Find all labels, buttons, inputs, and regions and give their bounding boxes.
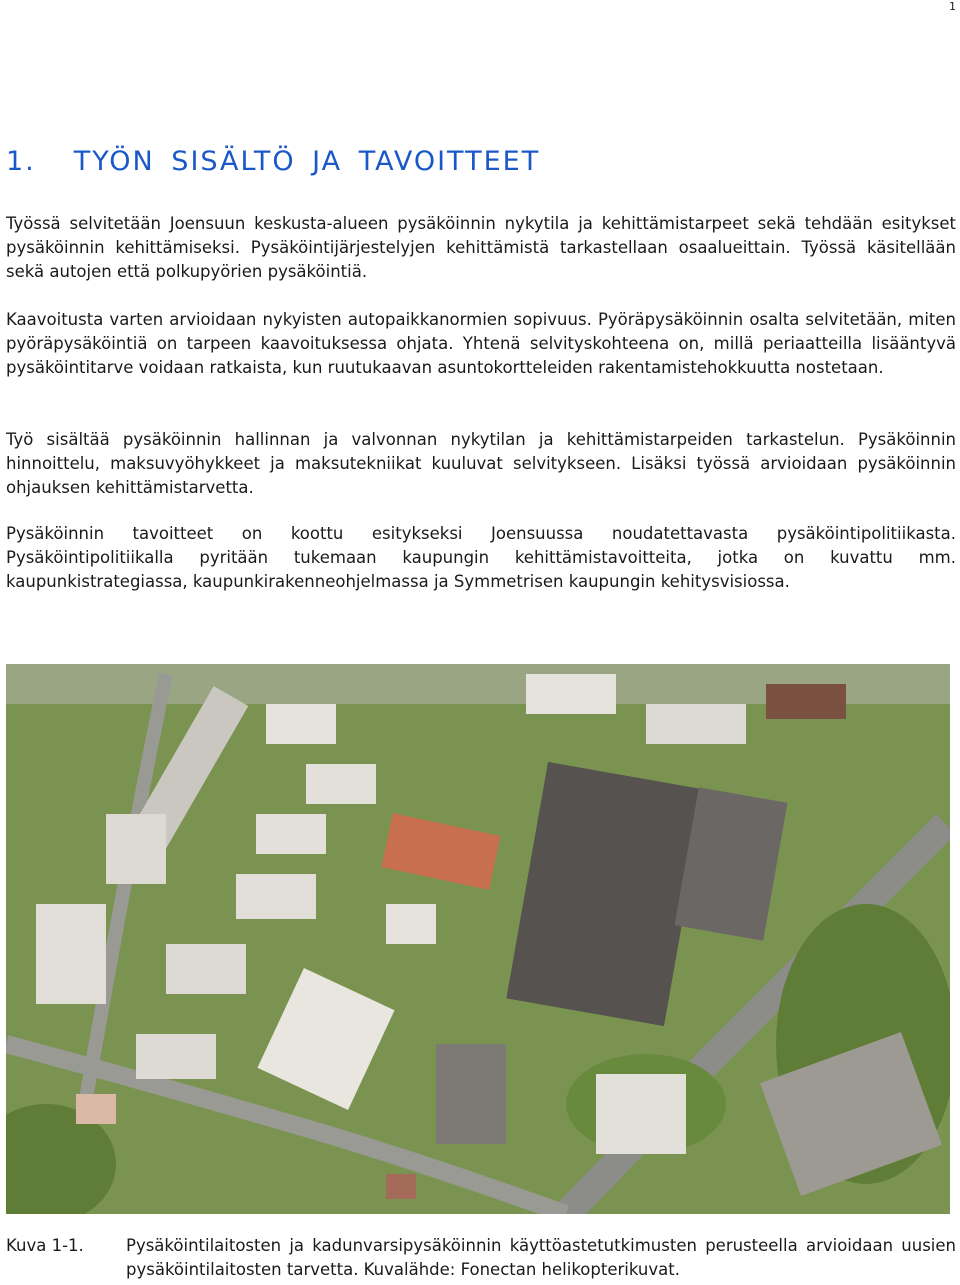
aerial-photo-illustration <box>6 664 950 1214</box>
section-number: 1. <box>6 146 36 177</box>
figure-caption-text: Pysäköintilaitosten ja kadunvarsipysäköinnin käyttöastetutkimusten perusteella arvioidaan uusien pysäköintilaitosten tarvetta. Kuvalähde: Fonectan helikopterikuvat. <box>126 1236 956 1279</box>
aerial-photo <box>6 664 950 1214</box>
section-title: TYÖN SISÄLTÖ JA TAVOITTEET <box>73 146 541 177</box>
paragraph-management: Työ sisältää pysäköinnin hallinnan ja valvonnan nykytilan ja kehittämistarpeiden tarkastelun. Pysäköinnin hinnoittelu, maksuvyöhykkeet ja maksutekniikat kuuluvat selvitykseen. Lisäksi työssä arvioidaan pysäköinnin ohjauksen kehittämistarvetta. <box>6 430 956 497</box>
paragraph-goals: Pysäköinnin tavoitteet on koottu esitykseksi Joensuussa noudatettavasta pysäköintipolitiikasta. Pysäköintipolitiikalla pyritään tukemaan kaupungin kehittämistavoitteita, jotka on kuvattu mm. kaupunkistrategiassa, kaupunkirakenneohjelmassa ja Symmetrisen kaupungin kehitysvisiossa. <box>6 524 956 591</box>
paragraph-zoning: Kaavoitusta varten arvioidaan nykyisten autopaikkanormien sopivuus. Pyöräpysäköinnin osalta selvitetään, miten pyöräpysäköintiä on tarpeen kaavoituksessa ohjata. Yhtenä selvityskohteena on, millä periaatteilla lisääntyvä pysäköintitarve voidaan ratkaista, kun ruutukaavan asuntokortteleiden rakentamistehokkuutta nostetaan. <box>6 310 956 377</box>
section-heading <box>6 146 540 177</box>
page-number: 1 <box>949 0 956 13</box>
paragraph-scope: Työssä selvitetään Joensuun keskusta-alueen pysäköinnin nykytila ja kehittämistarpeet sekä tehdään esitykset pysäköinnin kehittämiseksi. Pysäköintijärjestelyjen kehittämistä tarkastellaan osaalueittain. Työssä käsitellään sekä autojen että polkupyörien pysäköintiä. <box>6 214 956 281</box>
figure-label: Kuva 1-1. <box>6 1236 84 1255</box>
